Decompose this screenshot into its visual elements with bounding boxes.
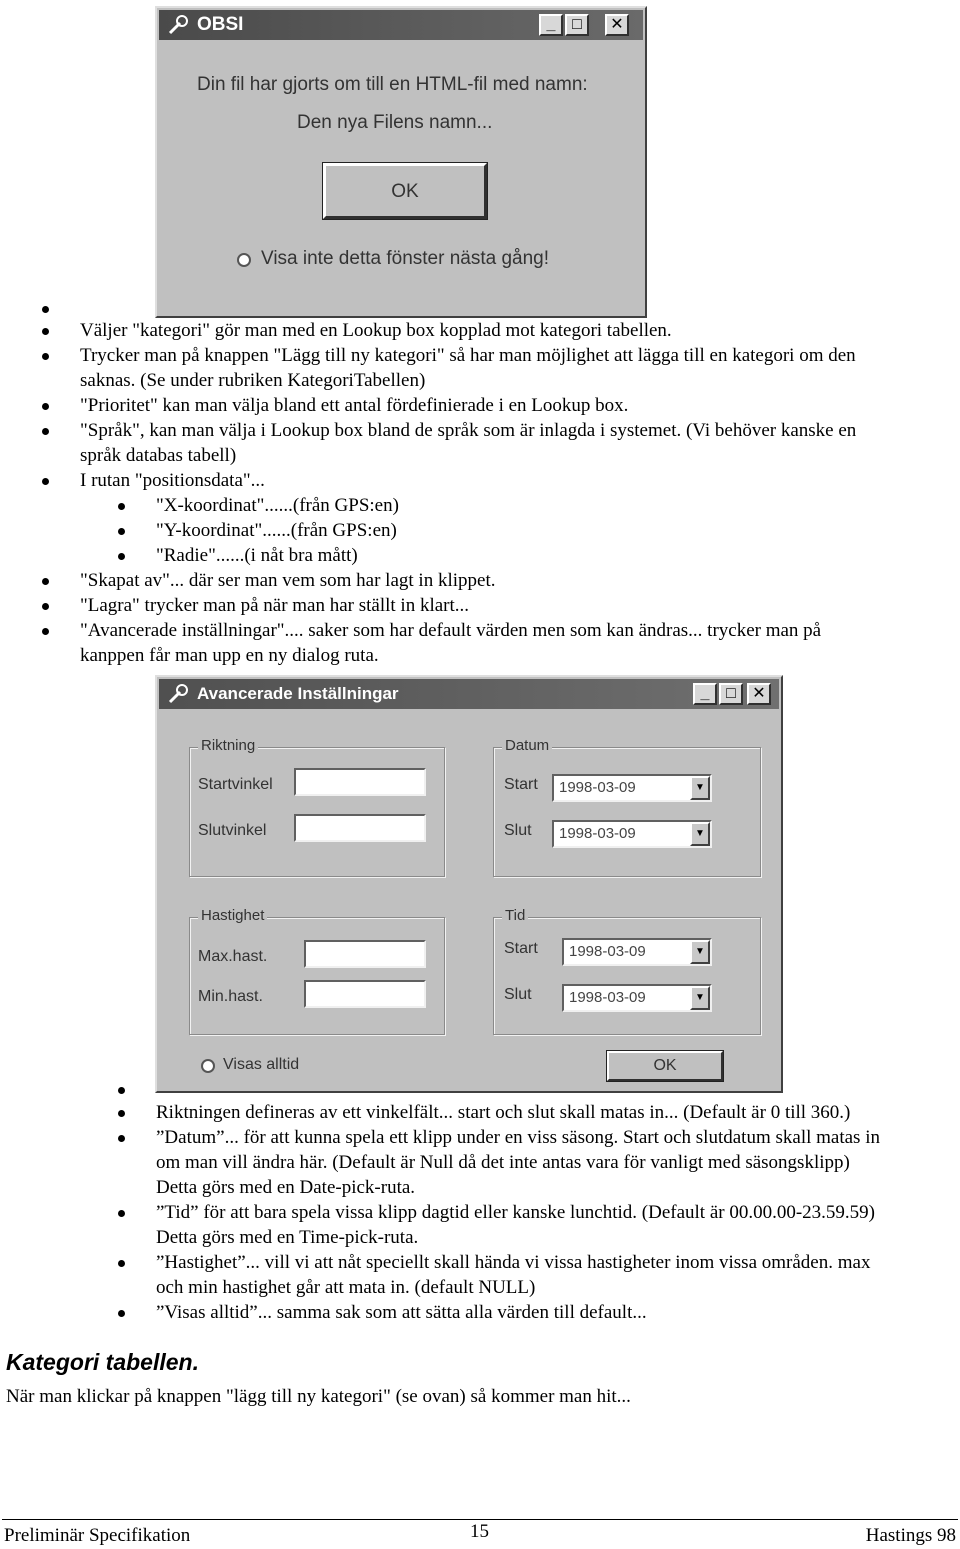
tid-slut-picker[interactable]: [562, 984, 712, 1012]
startvinkel-label: Startvinkel: [198, 776, 273, 793]
list-item-cont: och min hastighet går att mata in. (default NULL): [156, 1277, 536, 1298]
bullet: [42, 353, 49, 360]
tid-start-label: Start: [504, 940, 538, 957]
startvinkel-input[interactable]: [294, 768, 426, 796]
obsi-radio-label: Visa inte detta fönster nästa gång!: [261, 248, 550, 269]
footer-left: Preliminär Specifikation: [4, 1525, 191, 1546]
list-item: Riktningen defineras av ett vinkelfält... start och slut skall matas in... (Default är 0 till 360.): [156, 1102, 851, 1123]
dropdown-arrow-icon[interactable]: ▼: [690, 776, 710, 800]
list-item-cont: Detta görs med en Time-pick-ruta.: [156, 1227, 419, 1248]
footer-rule: [2, 1519, 958, 1520]
sub-list-item: "Y-koordinat"......(från GPS:en): [156, 520, 397, 541]
bullet: [42, 603, 49, 610]
close-button[interactable]: ✕: [747, 683, 771, 705]
datum-group: [493, 737, 761, 877]
obsi-titlebar[interactable]: [159, 10, 643, 40]
dropdown-arrow-icon[interactable]: ▼: [690, 822, 710, 846]
min-hast-label: Min.hast.: [198, 988, 263, 1005]
datum-start-picker[interactable]: [552, 774, 712, 802]
riktning-label: Riktning: [198, 737, 258, 754]
datum-start-label: Start: [504, 776, 538, 793]
empty-bullet: [42, 306, 49, 313]
bullet: [118, 528, 125, 535]
datum-label: Datum: [502, 737, 552, 754]
dropdown-arrow-icon[interactable]: ▼: [690, 940, 710, 964]
tid-group: [493, 907, 761, 1035]
list-item: I rutan "positionsdata"...: [80, 470, 265, 491]
hastighet-group: [189, 907, 445, 1035]
bullet: [118, 1135, 125, 1142]
advanced-titlebar[interactable]: [159, 679, 779, 709]
empty-bullet: [118, 1087, 125, 1094]
obsi-title: OBSI: [197, 14, 244, 35]
section-heading: Kategori tabellen.: [6, 1349, 199, 1375]
bullet: [118, 1110, 125, 1117]
min-hast-input[interactable]: [304, 980, 426, 1008]
tid-start-picker[interactable]: [562, 938, 712, 966]
minimize-button[interactable]: _: [539, 14, 563, 36]
bullet: [42, 328, 49, 335]
section-text: När man klickar på knappen "lägg till ny kategori" (se ovan) så kommer man hit...: [6, 1386, 631, 1407]
maximize-button[interactable]: □: [565, 14, 589, 36]
advanced-ok-button[interactable]: OK: [607, 1051, 723, 1081]
list-item: ”Visas alltid”... samma sak som att sätta alla värden till default...: [156, 1302, 647, 1323]
list-item: ”Tid” för att bara spela vissa klipp dagtid eller kanske lunchtid. (Default är 00.00.00-23.59.59): [156, 1202, 876, 1223]
advanced-settings-dialog: [155, 675, 783, 1093]
list-item: "Avancerade inställningar".... saker som har default värden men som kan ändras... trycker man på: [80, 620, 822, 641]
list-item: ”Hastighet”... vill vi att nåt speciellt skall hända vi vissa hastigheter inom vissa områden. max: [156, 1252, 871, 1273]
bullet: [42, 628, 49, 635]
visas-alltid-label: Visas alltid: [223, 1056, 300, 1073]
bullet: [42, 428, 49, 435]
bullet: [118, 1260, 125, 1267]
bullet: [118, 1310, 125, 1317]
obsi-message-2: Den nya Filens namn...: [297, 112, 493, 133]
tid-start-value: 1998-03-09: [569, 943, 646, 960]
list-item: "Språk", kan man välja i Lookup box bland de språk som är inlagda i systemet. (Vi behöver kanske en: [80, 420, 857, 441]
obsi-dialog: [155, 6, 647, 318]
datum-slut-picker[interactable]: [552, 820, 712, 848]
bullet: [42, 403, 49, 410]
obsi-message-1: Din fil har gjorts om till en HTML-fil med namn:: [197, 74, 588, 95]
datum-slut-label: Slut: [504, 822, 532, 839]
bullet: [118, 1210, 125, 1217]
hastighet-label: Hastighet: [198, 907, 267, 924]
slutvinkel-input[interactable]: [294, 814, 426, 842]
minimize-button[interactable]: _: [693, 683, 717, 705]
obsi-radio[interactable]: [237, 253, 251, 267]
list-item: ”Datum”... för att kunna spela ett klipp under en viss säsong. Start och slutdatum skall matas in: [156, 1127, 880, 1148]
list-item-cont: om man vill ändra här. (Default är Null då det inte antas vara för vanligt med säsongsklipp): [156, 1152, 850, 1173]
footer-right: Hastings 98: [865, 1525, 956, 1546]
visas-alltid-radio[interactable]: [201, 1059, 215, 1073]
tid-label: Tid: [502, 907, 528, 924]
tid-slut-label: Slut: [504, 986, 532, 1003]
page-number: 15: [470, 1521, 489, 1542]
bullet: [42, 478, 49, 485]
advanced-title: Avancerade Inställningar: [197, 684, 399, 703]
list-item-cont: saknas. (Se under rubriken KategoriTabellen): [80, 370, 426, 391]
datum-slut-value: 1998-03-09: [559, 825, 636, 842]
list-item: Väljer "kategori" gör man med en Lookup box kopplad mot kategori tabellen.: [80, 320, 672, 341]
maximize-button[interactable]: □: [719, 683, 743, 705]
list-item-cont: kanppen får man upp en ny dialog ruta.: [80, 645, 379, 666]
list-item: "Prioritet" kan man välja bland ett antal fördefinierade i en Lookup box.: [80, 395, 629, 416]
app-icon: [167, 683, 189, 705]
list-item-cont: Detta görs med en Date-pick-ruta.: [156, 1177, 416, 1198]
riktning-group: [189, 737, 445, 877]
dropdown-arrow-icon[interactable]: ▼: [690, 986, 710, 1010]
close-button[interactable]: ✕: [605, 14, 629, 36]
bullet: [42, 578, 49, 585]
bullet: [118, 553, 125, 560]
datum-start-value: 1998-03-09: [559, 779, 636, 796]
list-item: "Lagra" trycker man på när man har ställt in klart...: [80, 595, 470, 616]
bullet: [118, 503, 125, 510]
tid-slut-value: 1998-03-09: [569, 989, 646, 1006]
slutvinkel-label: Slutvinkel: [198, 822, 267, 839]
list-item-cont: språk databas tabell): [80, 445, 237, 466]
sub-list-item: "X-koordinat"......(från GPS:en): [156, 495, 399, 516]
sub-list-item: "Radie"......(i nåt bra mått): [156, 545, 358, 566]
list-item: Trycker man på knappen "Lägg till ny kategori" så har man möjlighet att lägga till en kategori om den: [80, 345, 856, 366]
app-icon: [167, 14, 189, 36]
max-hast-input[interactable]: [304, 940, 426, 968]
list-item: "Skapat av"... där ser man vem som har lagt in klippet.: [80, 570, 496, 591]
obsi-ok-button[interactable]: OK: [323, 163, 487, 219]
max-hast-label: Max.hast.: [198, 948, 268, 965]
